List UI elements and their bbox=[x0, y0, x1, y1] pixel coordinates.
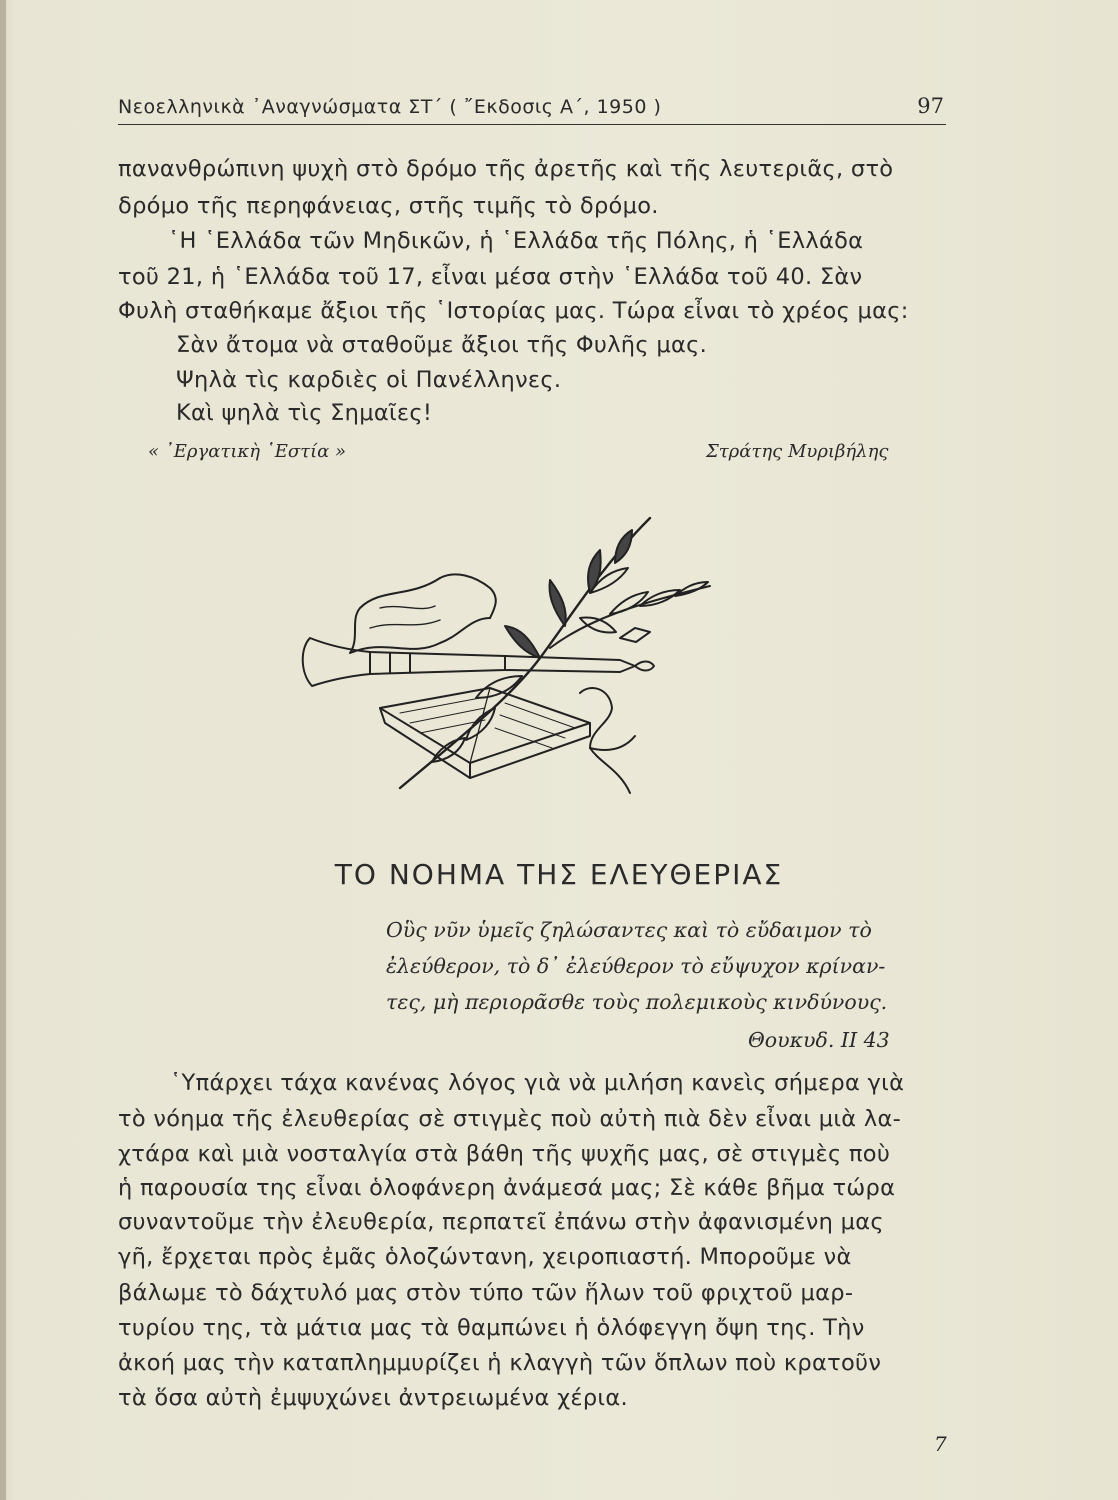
header-title: Νεοελληνικὰ ᾽Αναγνώσματα ΣΤ΄ ( ῎Εκδοσις Α΄, 1950 ) bbox=[118, 96, 662, 118]
text-line: τοῦ 21, ἡ ῾Ελλάδα τοῦ 17, εἶναι μέσα στὴν ῾Ελλάδα τοῦ 40. Σὰν bbox=[118, 264, 863, 290]
page-number: 97 bbox=[917, 94, 944, 118]
text-line: ῾Η ῾Ελλάδα τῶν Μηδικῶν, ἡ ῾Ελλάδα τῆς Πόλης, ἡ ῾Ελλάδα bbox=[168, 228, 864, 254]
text-line: Καὶ ψηλὰ τὶς Σημαῖες! bbox=[176, 400, 433, 426]
text-line: Φυλὴ σταθήκαμε ἄξιοι τῆς ῾Ιστορίας μας. Τώρα εἶναι τὸ χρέος μας: bbox=[118, 298, 909, 324]
epigraph-line: ἐλεύθερον, τὸ δ᾽ ἐλεύθερον τὸ εὔψυχον κρίναν- bbox=[386, 954, 886, 978]
source-citation: « ᾽Εργατικὴ ῾Εστία » bbox=[148, 441, 347, 462]
body-line: βάλωμε τὸ δάχτυλό μας στὸν τύπο τῶν ἥλων τοῦ φριχτοῦ μαρ- bbox=[118, 1280, 854, 1306]
text-line: δρόμο τῆς περηφάνειας, στῆς τιμῆς τὸ δρόμο. bbox=[118, 193, 659, 219]
body-line: ῾Υπάρχει τάχα κανένας λόγος γιὰ νὰ μιλήση κανεὶς σήμερα γιὰ bbox=[170, 1070, 905, 1096]
text-line: Ψηλὰ τὶς καρδιὲς οἱ Πανέλληνες. bbox=[176, 367, 562, 393]
page-edge bbox=[0, 0, 6, 1500]
text-line: πανανθρώπινη ψυχὴ στὸ δρόμο τῆς ἀρετῆς καὶ τῆς λευτεριᾶς, στὸ bbox=[118, 156, 894, 182]
epigraph-line: τες, μὴ περιορᾶσθε τοὺς πολεμικοὺς κινδύνους. bbox=[386, 990, 888, 1014]
body-line: τυρίου της, τὰ μάτια μας τὰ θαμπώνει ἡ ὁλόφεγγη ὄψη της. Τὴν bbox=[118, 1315, 865, 1341]
running-header bbox=[118, 92, 946, 125]
body-line: ἀκοή μας τὴν καταπλημμυρίζει ἡ κλαγγὴ τῶν ὅπλων ποὺ κρατοῦν bbox=[118, 1350, 882, 1376]
author-name: Στράτης Μυριβήλης bbox=[706, 441, 889, 462]
text-line: Σὰν ἄτομα νὰ σταθοῦμε ἄξιοι τῆς Φυλῆς μας. bbox=[176, 332, 708, 358]
body-line: συναντοῦμε τὴν ἐλευθερία, περπατεῖ ἐπάνω στὴν ἀφανισμένη μας bbox=[118, 1209, 884, 1235]
body-line: ἡ παρουσία της εἶναι ὁλοφάνερη ἀνάμεσά μας; Σὲ κάθε βῆμα τώρα bbox=[118, 1175, 896, 1201]
epigraph-line: Οὓς νῦν ὑμεῖς ζηλώσαντες καὶ τὸ εὔδαιμον τὸ bbox=[386, 918, 872, 942]
body-line: τὸ νόημα τῆς ἐλευθερίας σὲ στιγμὲς ποὺ αὐτὴ πιὰ δὲν εἶναι μιὰ λα- bbox=[118, 1106, 902, 1132]
body-line: χτάρα καὶ μιὰ νοσταλγία στὰ βάθη τῆς ψυχῆς μας, σὲ στιγμὲς ποὺ bbox=[118, 1141, 891, 1167]
section-title: ΤΟ ΝΟΗΜΑ ΤΗΣ ΕΛΕΥΘΕΡΙΑΣ bbox=[334, 858, 784, 891]
epigraph-source: Θουκυδ. ΙΙ 43 bbox=[748, 1028, 890, 1052]
body-line: τὰ ὅσα αὐτὴ ἐμψυχώνει ἀντρειωμένα χέρια. bbox=[118, 1385, 628, 1411]
olive-branch-trumpet-book-illustration bbox=[290, 508, 730, 828]
body-line: γῆ, ἔρχεται πρὸς ἐμᾶς ὁλοζώντανη, χειροπιαστή. Μποροῦμε νὰ bbox=[118, 1244, 852, 1270]
signature-mark: 7 bbox=[934, 1432, 947, 1456]
